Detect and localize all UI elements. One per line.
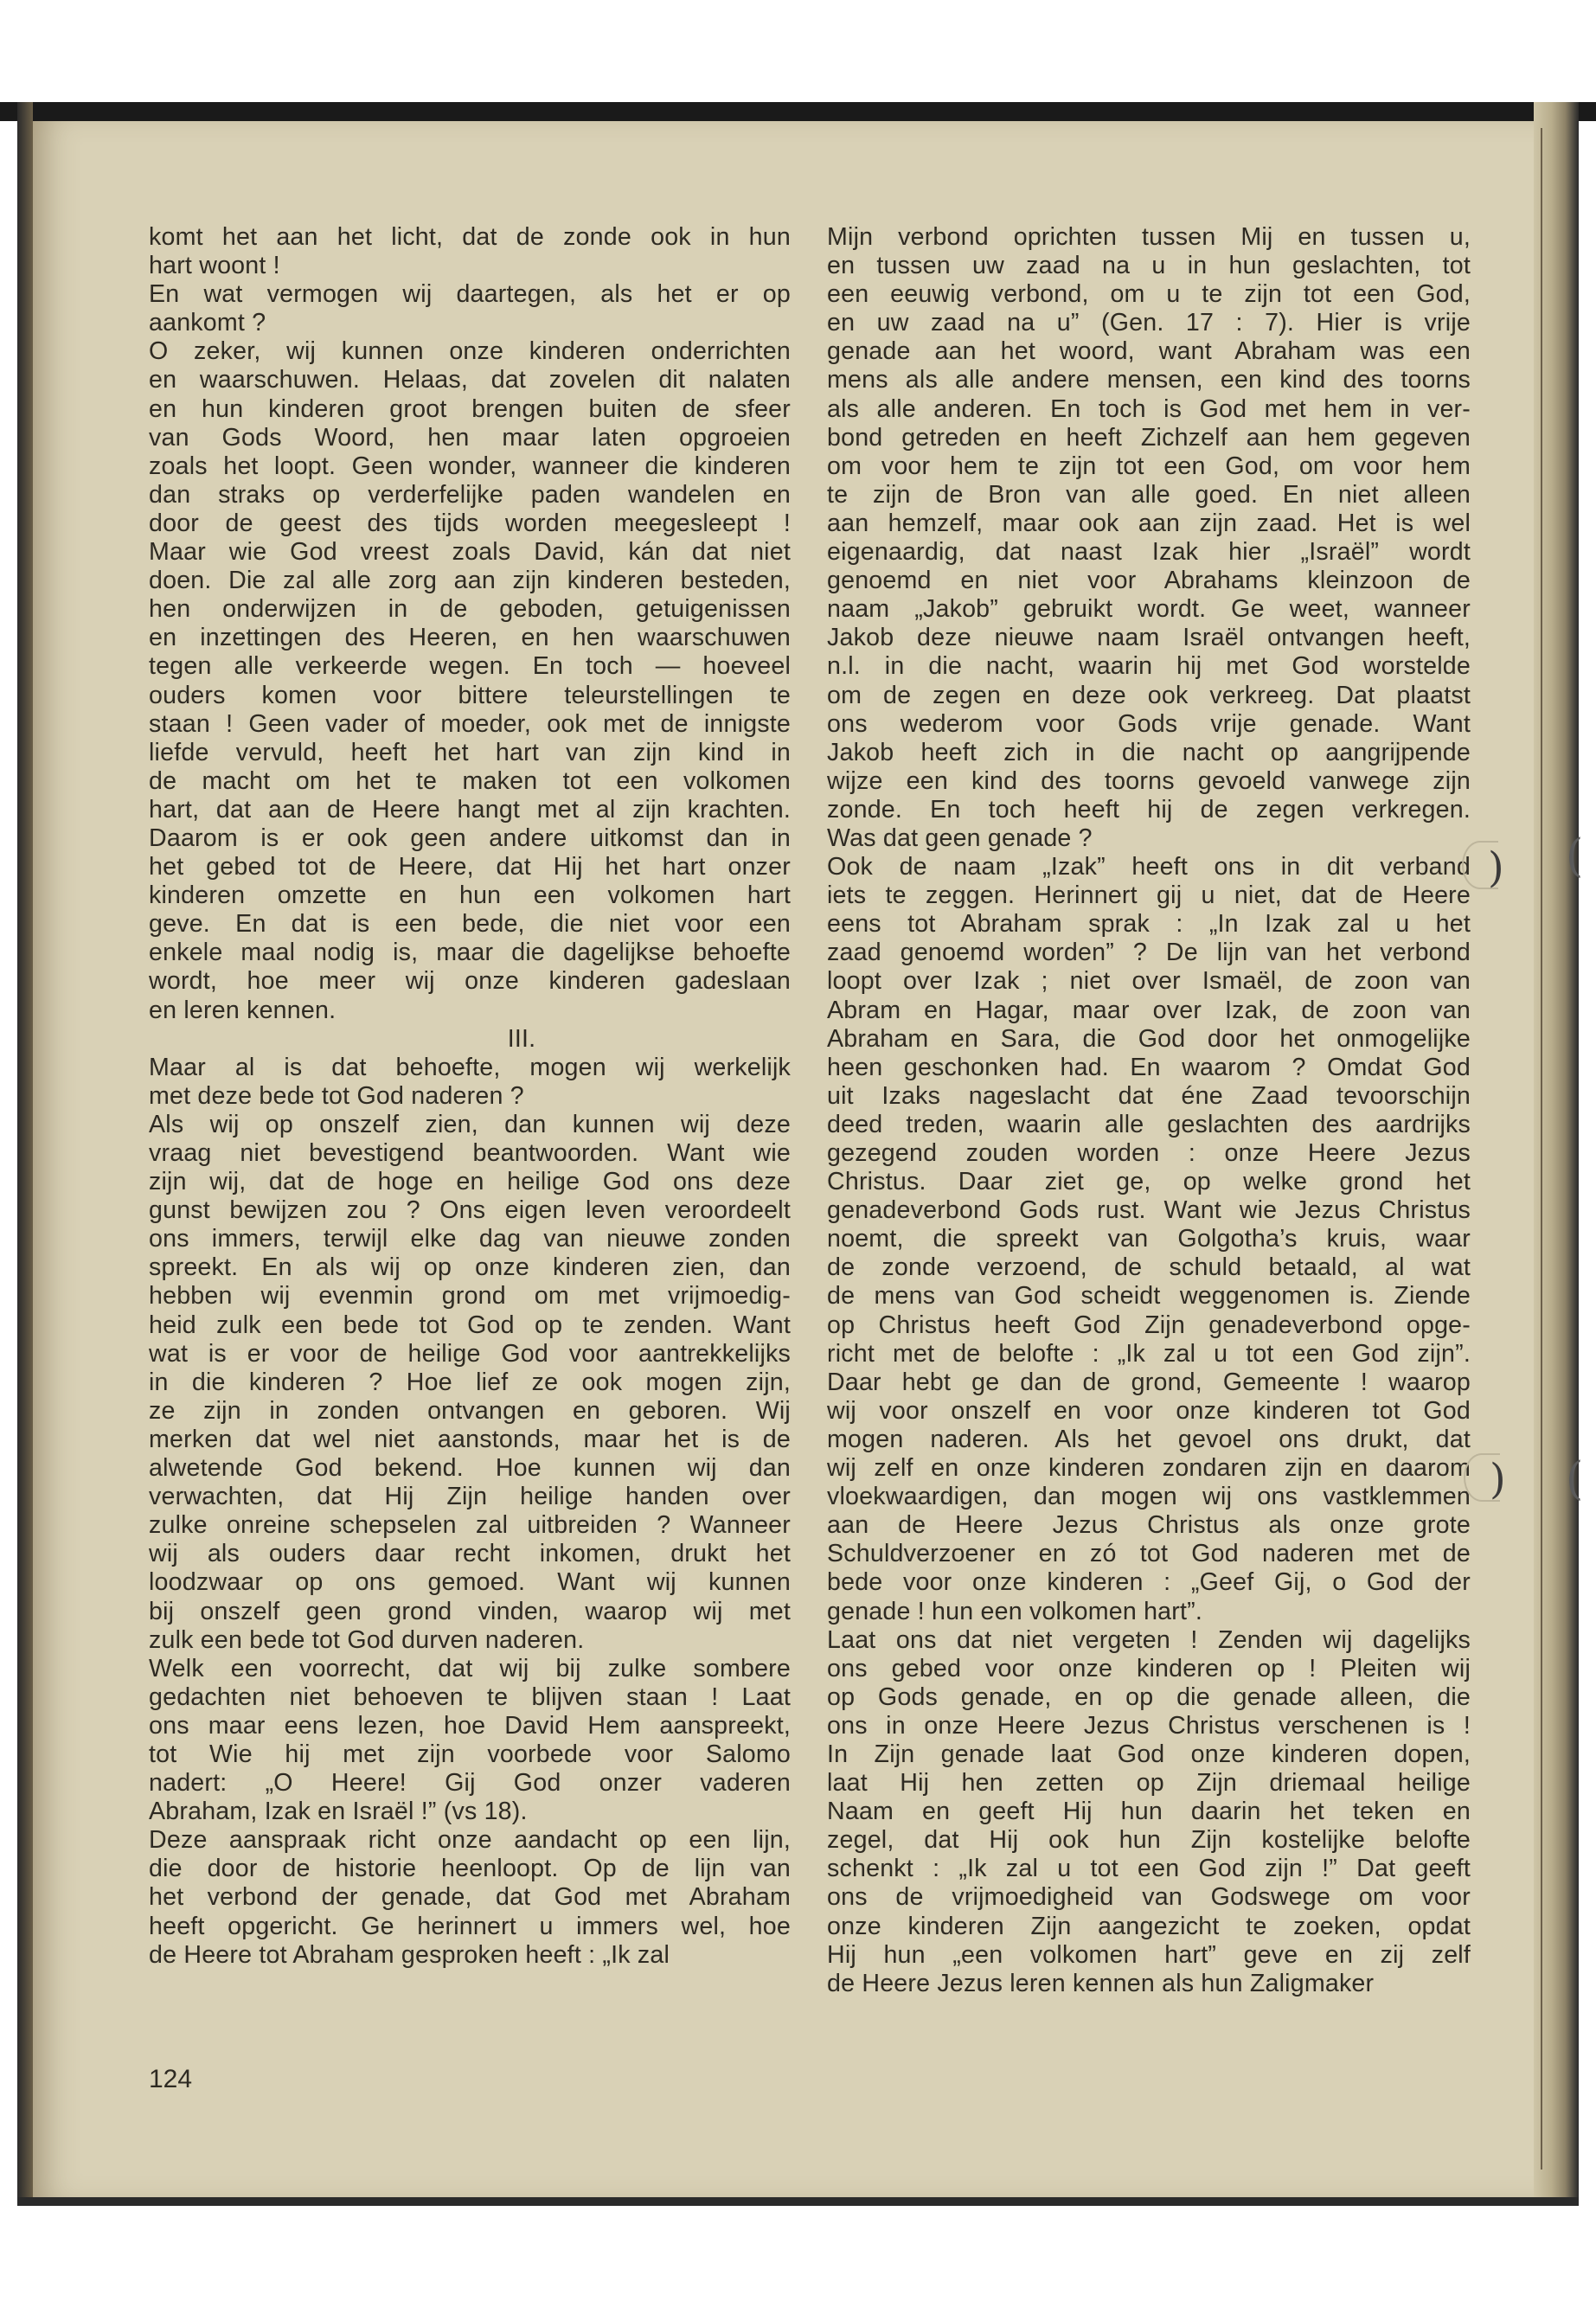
text-line: de Heere Jezus leren kennen als hun Zaligmaker: [827, 1969, 1375, 1997]
text-line: ons maar eens lezen, hoe David Hem aanspreekt,: [149, 1711, 791, 1740]
text-line: vraag niet bevestigend beantwoorden. Want wie: [149, 1139, 791, 1167]
text-line: Deze aanspraak richt onze aandacht op een lijn,: [149, 1826, 791, 1855]
page-number: 124: [149, 2065, 193, 2093]
text-line: n.l. in die nacht, waarin hij met God worstelde: [827, 652, 1471, 681]
text-line: op Gods genade, en op die genade alleen, die: [827, 1682, 1471, 1711]
text-line: bij onszelf geen grond vinden, waarop wij met: [149, 1597, 791, 1625]
text-line: richt met de belofte : „Ik zal u tot een God zijn”.: [827, 1339, 1471, 1368]
text-line: het gebed tot de Heere, dat Hij het hart onzer: [149, 853, 791, 881]
text-line: Welk een voorrecht, dat wij bij zulke sombere: [149, 1654, 791, 1682]
text-line: nadert: „O Heere! Gij God onzer vaderen: [149, 1769, 791, 1798]
text-line: Was dat geen genade ?: [827, 824, 1093, 852]
text-line: op Christus heeft God Zijn genadeverbond opge-: [827, 1311, 1471, 1339]
text-line: aan hemzelf, maar ook aan zijn zaad. Het is wel: [827, 509, 1471, 537]
text-line: deed treden, waarin alle geslachten des aardrijks: [827, 1110, 1471, 1138]
text-line: genade ! hun een volkomen hart”.: [827, 1597, 1203, 1625]
text-line: gedachten niet behoeven te blijven staan ! Laat: [149, 1682, 791, 1711]
text-line: komt het aan het licht, dat de zonde ook in hun: [149, 223, 791, 251]
text-line: aan de Heere Jezus Christus als onze grote: [827, 1511, 1471, 1540]
text-line: Jakob heeft zich in die nacht op aangrijpende: [827, 738, 1471, 766]
text-line: van Gods Woord, hen maar laten opgroeien: [149, 423, 791, 452]
text-line: Hij hun „een volkomen hart” geve en zij zelf: [827, 1940, 1471, 1969]
text-line: Abraham, Izak en Israël !” (vs 18).: [149, 1798, 528, 1826]
text-line: om voor hem te zijn tot een God, om voor hem: [827, 452, 1471, 480]
text-line: met deze bede tot God naderen ?: [149, 1081, 524, 1110]
text-line: wij als ouders daar recht inkomen, drukt het: [149, 1540, 791, 1568]
text-line: Maar wie God vreest zoals David, kán dat niet: [149, 538, 791, 567]
text-line: heeft opgericht. Ge herinnert u immers wel, hoe: [149, 1912, 791, 1940]
text-line: zoals het loopt. Geen wonder, wanneer die kinderen: [149, 452, 791, 480]
margin-bracket-mark: (: [1566, 1453, 1584, 1505]
text-line: ons immers, terwijl elke dag van nieuwe zonden: [149, 1225, 791, 1253]
text-line: Laat ons dat niet vergeten ! Zenden wij dagelijks: [827, 1625, 1471, 1654]
text-line: mogen naderen. Als het gevoel ons drukt, dat: [827, 1425, 1471, 1453]
text-line: Daarom is er ook geen andere uitkomst dan in: [149, 824, 791, 852]
text-line: kinderen omzette en hun een volkomen hart: [149, 881, 791, 910]
text-line: zulk een bede tot God durven naderen.: [149, 1625, 585, 1654]
text-line: alwetende God bekend. Hoe kunnen wij dan: [149, 1454, 791, 1483]
text-line: iets te zeggen. Herinnert gij u niet, dat de Heere: [827, 881, 1471, 910]
text-line: Christus. Daar ziet ge, op welke grond het: [827, 1168, 1471, 1196]
text-line: Ook de naam „Izak” heeft ons in dit verband: [827, 853, 1471, 881]
margin-bracket-mark: ): [1490, 1455, 1506, 1503]
book-gutter: [1534, 102, 1579, 2206]
text-line: Jakob deze nieuwe naam Israël ontvangen heeft,: [827, 624, 1471, 652]
text-line: uit Izaks nageslacht dat éne Zaad tevoorschijn: [827, 1081, 1471, 1110]
text-line: gunst bewijzen zou ? Ons eigen leven veroordeelt: [149, 1196, 791, 1225]
text-line: ouders komen voor bittere teleurstellingen te: [149, 681, 791, 709]
text-line: tegen alle verkeerde wegen. En toch — hoeveel: [149, 652, 791, 681]
text-line: loodzwaar op ons gemoed. Want wij kunnen: [149, 1568, 791, 1597]
text-line: en waarschuwen. Helaas, dat zovelen dit nalaten: [149, 366, 791, 394]
text-line: ons in onze Heere Jezus Christus verschenen is !: [827, 1711, 1471, 1740]
text-line: aankomt ?: [149, 309, 266, 337]
text-line: wij zelf en onze kinderen zondaren zijn en daarom: [827, 1454, 1471, 1483]
text-line: staan ! Geen vader of moeder, ook met de innigste: [149, 709, 791, 738]
right-text-column: [827, 223, 1471, 1998]
text-line: hen onderwijzen in de geboden, getuigenissen: [149, 595, 791, 624]
margin-bracket-mark: ): [1488, 843, 1504, 892]
text-line: zulke onreine schepselen zal uitbreiden ? Wanneer: [149, 1511, 791, 1540]
text-line: om de zegen en deze ook verkreeg. Dat plaatst: [827, 681, 1471, 709]
text-line: hart, dat aan de Heere hangt met al zijn krachten.: [149, 795, 791, 824]
text-line: te zijn de Bron van alle goed. En niet alleen: [827, 480, 1471, 509]
text-line: spreekt. En als wij op onze kinderen zien, dan: [149, 1253, 791, 1282]
text-line: merken dat wel niet aanstonds, maar het is de: [149, 1425, 791, 1453]
text-line: een eeuwig verbond, om u te zijn tot een God,: [827, 280, 1471, 309]
text-line: gezegend zouden worden : onze Heere Jezus: [827, 1139, 1471, 1167]
text-line: geve. En dat is een bede, die niet voor een: [149, 910, 791, 939]
text-line: Daar hebt ge dan de grond, Gemeente ! waarop: [827, 1368, 1471, 1396]
text-line: En wat vermogen wij daartegen, als het er op: [149, 280, 791, 309]
text-line: en leren kennen.: [149, 996, 337, 1024]
text-line: naam „Jakob” gebruikt wordt. Ge weet, wanneer: [827, 595, 1471, 624]
text-line: en uw zaad na u” (Gen. 17 : 7). Hier is vrije: [827, 309, 1471, 337]
text-line: en inzettingen des Heeren, en hen waarschuwen: [149, 624, 791, 652]
text-line: Abram en Hagar, maar over Izak, de zoon van: [827, 996, 1471, 1024]
text-line: tot Wie hij met zijn voorbede voor Salomo: [149, 1740, 791, 1768]
text-line: de zonde verzoend, de schuld betaald, al wat: [827, 1253, 1471, 1282]
text-line: die door de historie heenloopt. Op de lijn van: [149, 1855, 791, 1883]
scan-border-left: [17, 102, 33, 2206]
text-line: loopt over Izak ; niet over Ismaël, de zoon van: [827, 967, 1471, 996]
text-line: wij voor onszelf en voor onze kinderen tot God: [827, 1396, 1471, 1425]
text-line: het verbond der genade, dat God met Abraham: [149, 1883, 791, 1912]
text-line: als alle anderen. En toch is God met hem in ver-: [827, 394, 1471, 423]
text-line: vloekwaardigen, dan mogen wij ons vastklemmen: [827, 1483, 1471, 1511]
text-line: ze zijn in zonden ontvangen en geboren. Wij: [149, 1396, 791, 1425]
text-line: schenkt : „Ik zal u tot een God zijn !” Dat geeft: [827, 1855, 1471, 1883]
text-line: ons gebed voor onze kinderen op ! Pleiten wij: [827, 1654, 1471, 1682]
scan-border-top: [0, 102, 1596, 121]
text-line: door de geest des tijds worden meegesleept !: [149, 509, 791, 537]
text-line: en tussen uw zaad na u in hun geslachten, tot: [827, 252, 1471, 280]
scan-border-bottom: [17, 2197, 1579, 2206]
text-line: Naam en geeft Hij hun daarin het teken en: [827, 1798, 1471, 1826]
text-line: noemt, die spreekt van Golgotha’s kruis, waar: [827, 1225, 1471, 1253]
text-line: Mijn verbond oprichten tussen Mij en tussen u,: [827, 223, 1471, 251]
text-line: dan straks op verderfelijke paden wandelen en: [149, 480, 791, 509]
margin-bracket-mark: (: [1566, 830, 1584, 882]
text-line: zaad genoemd worden” ? De lijn van het verbond: [827, 939, 1471, 967]
text-line: O zeker, wij kunnen onze kinderen onderrichten: [149, 337, 791, 366]
text-line: wat is er voor de heilige God voor aantrekkelijks: [149, 1339, 791, 1368]
text-line: onze kinderen Zijn aangezicht te zoeken, opdat: [827, 1912, 1471, 1940]
text-line: Abraham en Sara, die God door het onmogelijke: [827, 1024, 1471, 1053]
text-line: enkele maal nodig is, maar die dagelijkse behoefte: [149, 939, 791, 967]
text-line: wijze een kind des toorns gevoeld vanwege zijn: [827, 766, 1471, 795]
text-line: genoemd en niet voor Abrahams kleinzoon de: [827, 567, 1471, 595]
text-line: hart woont !: [149, 252, 280, 280]
text-line: zonde. En toch heeft hij de zegen verkregen.: [827, 795, 1471, 824]
text-line: laat Hij hen zetten op Zijn driemaal heilige: [827, 1769, 1471, 1798]
text-line: verwachten, dat Hij Zijn heilige handen over: [149, 1483, 791, 1511]
text-line: hebben wij evenmin grond om met vrijmoedig-: [149, 1282, 791, 1311]
text-line: en hun kinderen groot brengen buiten de sfeer: [149, 394, 791, 423]
text-line: bond getreden en heeft Zichzelf aan hem gegeven: [827, 423, 1471, 452]
text-line: genade aan het woord, want Abraham was een: [827, 337, 1471, 366]
text-line: zegel, dat Hij ook hun Zijn kostelijke belofte: [827, 1826, 1471, 1855]
text-line: bede voor onze kinderen : „Geef Gij, o God der: [827, 1568, 1471, 1597]
text-line: In Zijn genade laat God onze kinderen dopen,: [827, 1740, 1471, 1768]
text-line: doen. Die zal alle zorg aan zijn kinderen besteden,: [149, 567, 791, 595]
text-line: Als wij op onszelf zien, dan kunnen wij deze: [149, 1110, 791, 1138]
text-line: genadeverbond Gods rust. Want wie Jezus Christus: [827, 1196, 1471, 1225]
text-line: liefde vervuld, heeft het hart van zijn kind in: [149, 738, 791, 766]
text-line: in die kinderen ? Hoe lief ze ook mogen zijn,: [149, 1368, 791, 1396]
text-line: de mens van God scheidt weggenomen is. Ziende: [827, 1282, 1471, 1311]
text-line: ons wederom voor Gods vrije genade. Want: [827, 709, 1471, 738]
text-line: de Heere tot Abraham gesproken heeft : „Ik zal: [149, 1940, 670, 1969]
text-line: Maar al is dat behoefte, mogen wij werkelijk: [149, 1053, 791, 1081]
text-line: wordt, hoe meer wij onze kinderen gadeslaan: [149, 967, 791, 996]
text-line: de macht om het te maken tot een volkomen: [149, 766, 791, 795]
text-line: ons de vrijmoedigheid van Godswege om voor: [827, 1883, 1471, 1912]
text-line: heen geschonken had. En waarom ? Omdat God: [827, 1053, 1471, 1081]
text-line: zijn wij, dat de hoge en heilige God ons deze: [149, 1168, 791, 1196]
text-line: III.: [507, 1024, 536, 1053]
text-line: eens tot Abraham sprak : „In Izak zal u het: [827, 910, 1471, 939]
left-text-column: [149, 223, 791, 1970]
text-line: Schuldverzoener en zó tot God naderen met de: [827, 1540, 1471, 1568]
text-line: heid zulk een bede tot God op te zenden. Want: [149, 1311, 791, 1339]
gutter-line: [1541, 128, 1542, 2170]
text-line: eigenaardig, dat naast Izak hier „Israël” wordt: [827, 538, 1471, 567]
text-line: mens als alle andere mensen, een kind des toorns: [827, 366, 1471, 394]
